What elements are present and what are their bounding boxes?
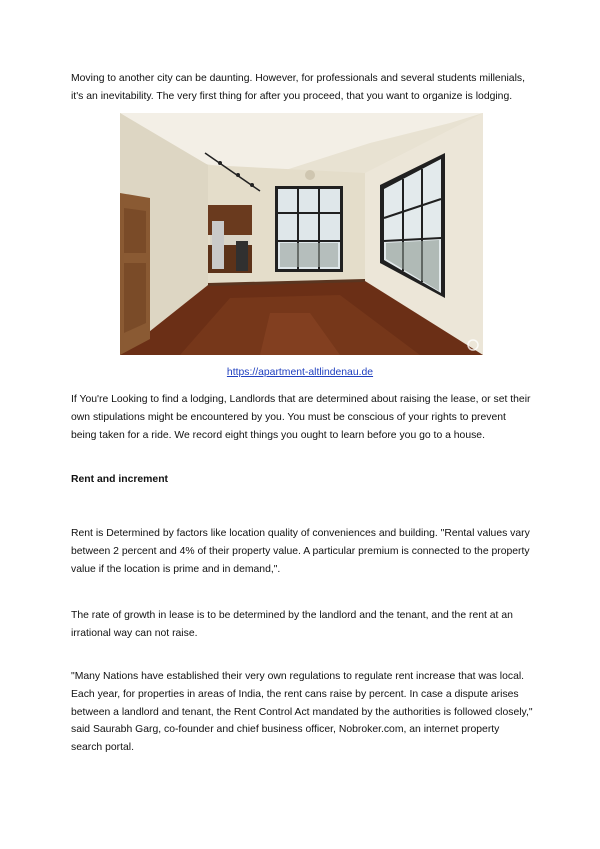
- section-heading: Rent and increment: [71, 474, 168, 485]
- apartment-photo: [120, 113, 483, 355]
- paragraph-4: "Many Nations have established their very own regulations to regulate rent increase that was local. Each year, for properties in areas of India, the rent cans raise by percent. In case a dispute arises between a landlord and tenant, the Rent Control Act mandated by the authorities is followed closely," said Saurabh Garg, co-founder and chief business officer, Nobroker.com, an internet property search portal.: [71, 671, 533, 754]
- image-caption: [0, 367, 600, 378]
- paragraph-3: The rate of growth in lease is to be determined by the landlord and the tenant, and the rent at an irrational way can not raise.: [71, 610, 513, 639]
- paragraph-2: Rent is Determined by factors like location quality of conveniences and building. "Rental values vary between 2 percent and 4% of their property value. A particular premium is connected to the property value if the location is prime and in demand,".: [71, 528, 530, 575]
- intro-paragraph: Moving to another city can be daunting. However, for professionals and several students millenials, it's an inevitability. The very first thing for after you proceed, that you want to organize is lodging.: [71, 73, 525, 102]
- image-source-link[interactable]: https://apartment-altlindenau.de: [226, 367, 374, 378]
- paragraph-1: If You're Looking to find a lodging, Landlords that are determined about raising the lease, or set their own stipulations might be encountered by you. You must be conscious of your rights to prevent being taken for a ride. We record eight things you ought to learn before you go to a house.: [71, 394, 531, 441]
